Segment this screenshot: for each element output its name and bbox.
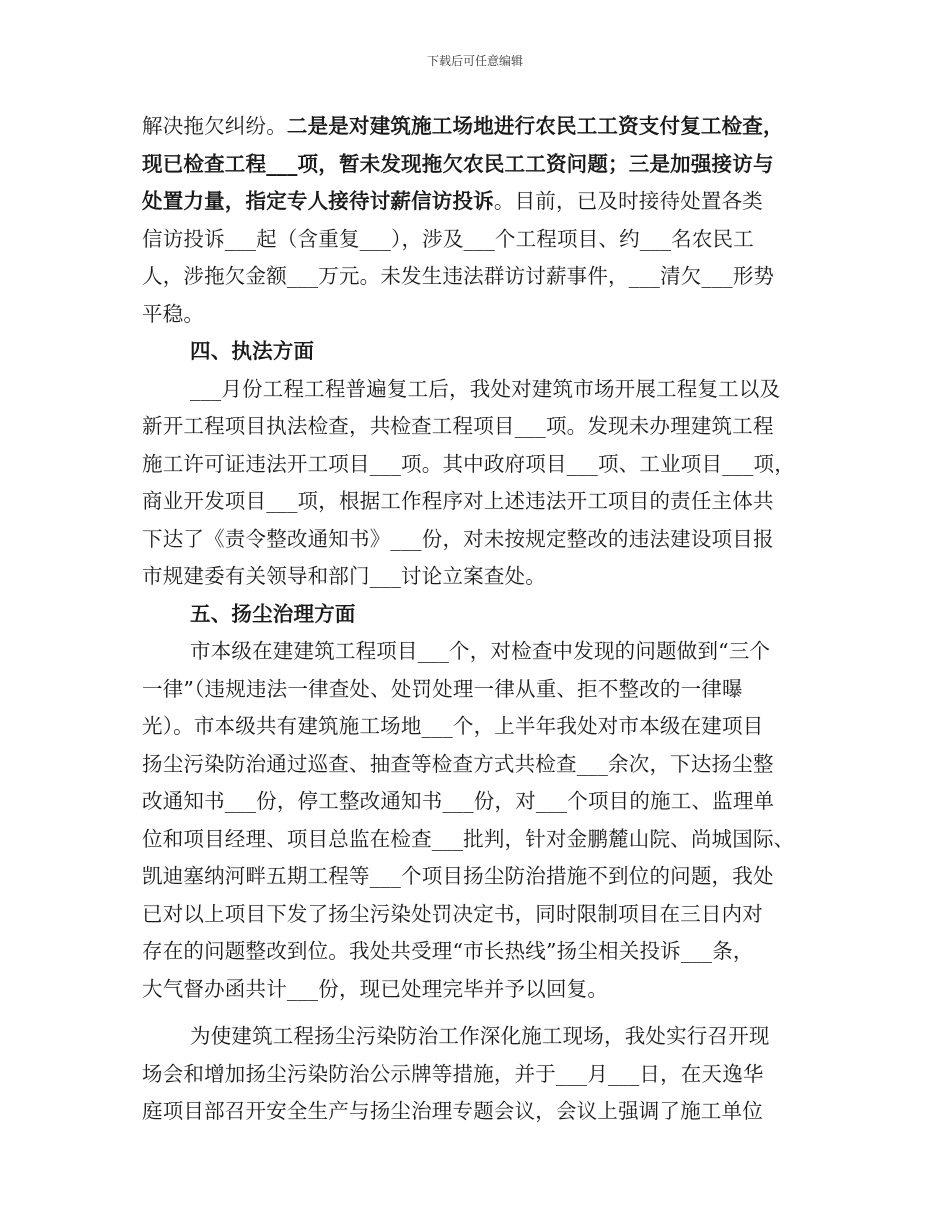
section-heading-dust-control: 五、扬尘治理方面 [190, 601, 356, 626]
text-run: 解决拖欠纠纷。 [142, 114, 287, 138]
paragraph-line [142, 183, 822, 221]
bold-text-run: 二是是对建筑施工场地进行农民工工资支付复工检查， [286, 114, 784, 138]
bold-text-run: 处置力量，指定专人接待讨薪信访投诉 [142, 189, 494, 213]
paragraph-line: ___月份工程工程普遍复工后，我处对建筑市场开展工程复工以及 [190, 376, 781, 401]
paragraph-line: 存在的问题整改到位。我处共受理“市长热线”扬尘相关投诉___条， [142, 939, 754, 963]
paragraph-line: 市本级在建建筑工程项目___个，对检查中发现的问题做到“三个 [190, 639, 771, 663]
paragraph-line: 新开工程项目执法检查，共检查工程项目___项。发现未办理建筑工程 [142, 414, 774, 438]
paragraph-line: 施工许可证违法开工项目___项。其中政府项目___项、工业项目___项， [142, 451, 795, 476]
paragraph-line: 位和项目经理、项目总监在检查___批判，针对金鹏麓山院、尚城国际、 [142, 826, 795, 851]
paragraph-line: 已对以上项目下发了扬尘污染处罚决定书，同时限制项目在三日内对 [142, 901, 763, 926]
paragraph-line: 现已检查工程___项，暂未发现拖欠农民工工资问题；三是加强接访与 [142, 151, 774, 176]
paragraph-line: 凯迪塞纳河畔五期工程等___个项目扬尘防治措施不到位的问题，我处 [142, 864, 774, 888]
paragraph-line: 人，涉拖欠金额___万元。未发生违法群访讨薪事件，___清欠___形势 [142, 264, 775, 288]
section-heading-enforcement: 四、执法方面 [190, 339, 315, 363]
paragraph-line: 市规建委有关领导和部门___讨论立案查处。 [142, 564, 546, 588]
text-run: 。目前，已及时接待处置各类 [493, 189, 764, 213]
paragraph-line: 庭项目部召开安全生产与扬尘治理专题会议，会议上强调了施工单位 [142, 1099, 763, 1123]
paragraph-line: 一律”（违规违法一律查处、处罚处理一律从重、拒不整改的一律曝 [142, 676, 743, 701]
paragraph-line: 平稳。 [142, 301, 205, 326]
paragraph-line: 大气督办函共计___份，现已处理完毕并予以回复。 [142, 976, 609, 1001]
paragraph-line: 改通知书___份，停工整改通知书___份，对___个项目的施工、监理单 [142, 789, 775, 813]
paragraph-line: 下达了《责令整改通知书》___份，对未按规定整改的违法建设项目报 [142, 526, 774, 551]
paragraph-line: 扬尘污染防治通过巡查、抽查等检查方式共检查___余次，下达扬尘整 [142, 751, 774, 776]
document-body [142, 108, 822, 1131]
paragraph-line [142, 108, 822, 146]
paragraph-line: 商业开发项目___项，根据工作程序对上述违法开工项目的责任主体共 [142, 489, 774, 513]
paragraph-line: 场会和增加扬尘污染防治公示牌等措施，并于___月___日，在天逸华 [142, 1061, 764, 1086]
paragraph-line: 信访投诉___起（含重复___），涉及___个工程项目、约___名农民工 [142, 226, 754, 251]
page-header: 下载后可任意编辑 [426, 54, 523, 68]
paragraph-line: 光）。市本级共有建筑施工场地___个，上半年我处对市本级在建项目 [142, 714, 764, 738]
paragraph-line: 为使建筑工程扬尘污染防治工作深化施工现场，我处实行召开现 [190, 1024, 770, 1048]
